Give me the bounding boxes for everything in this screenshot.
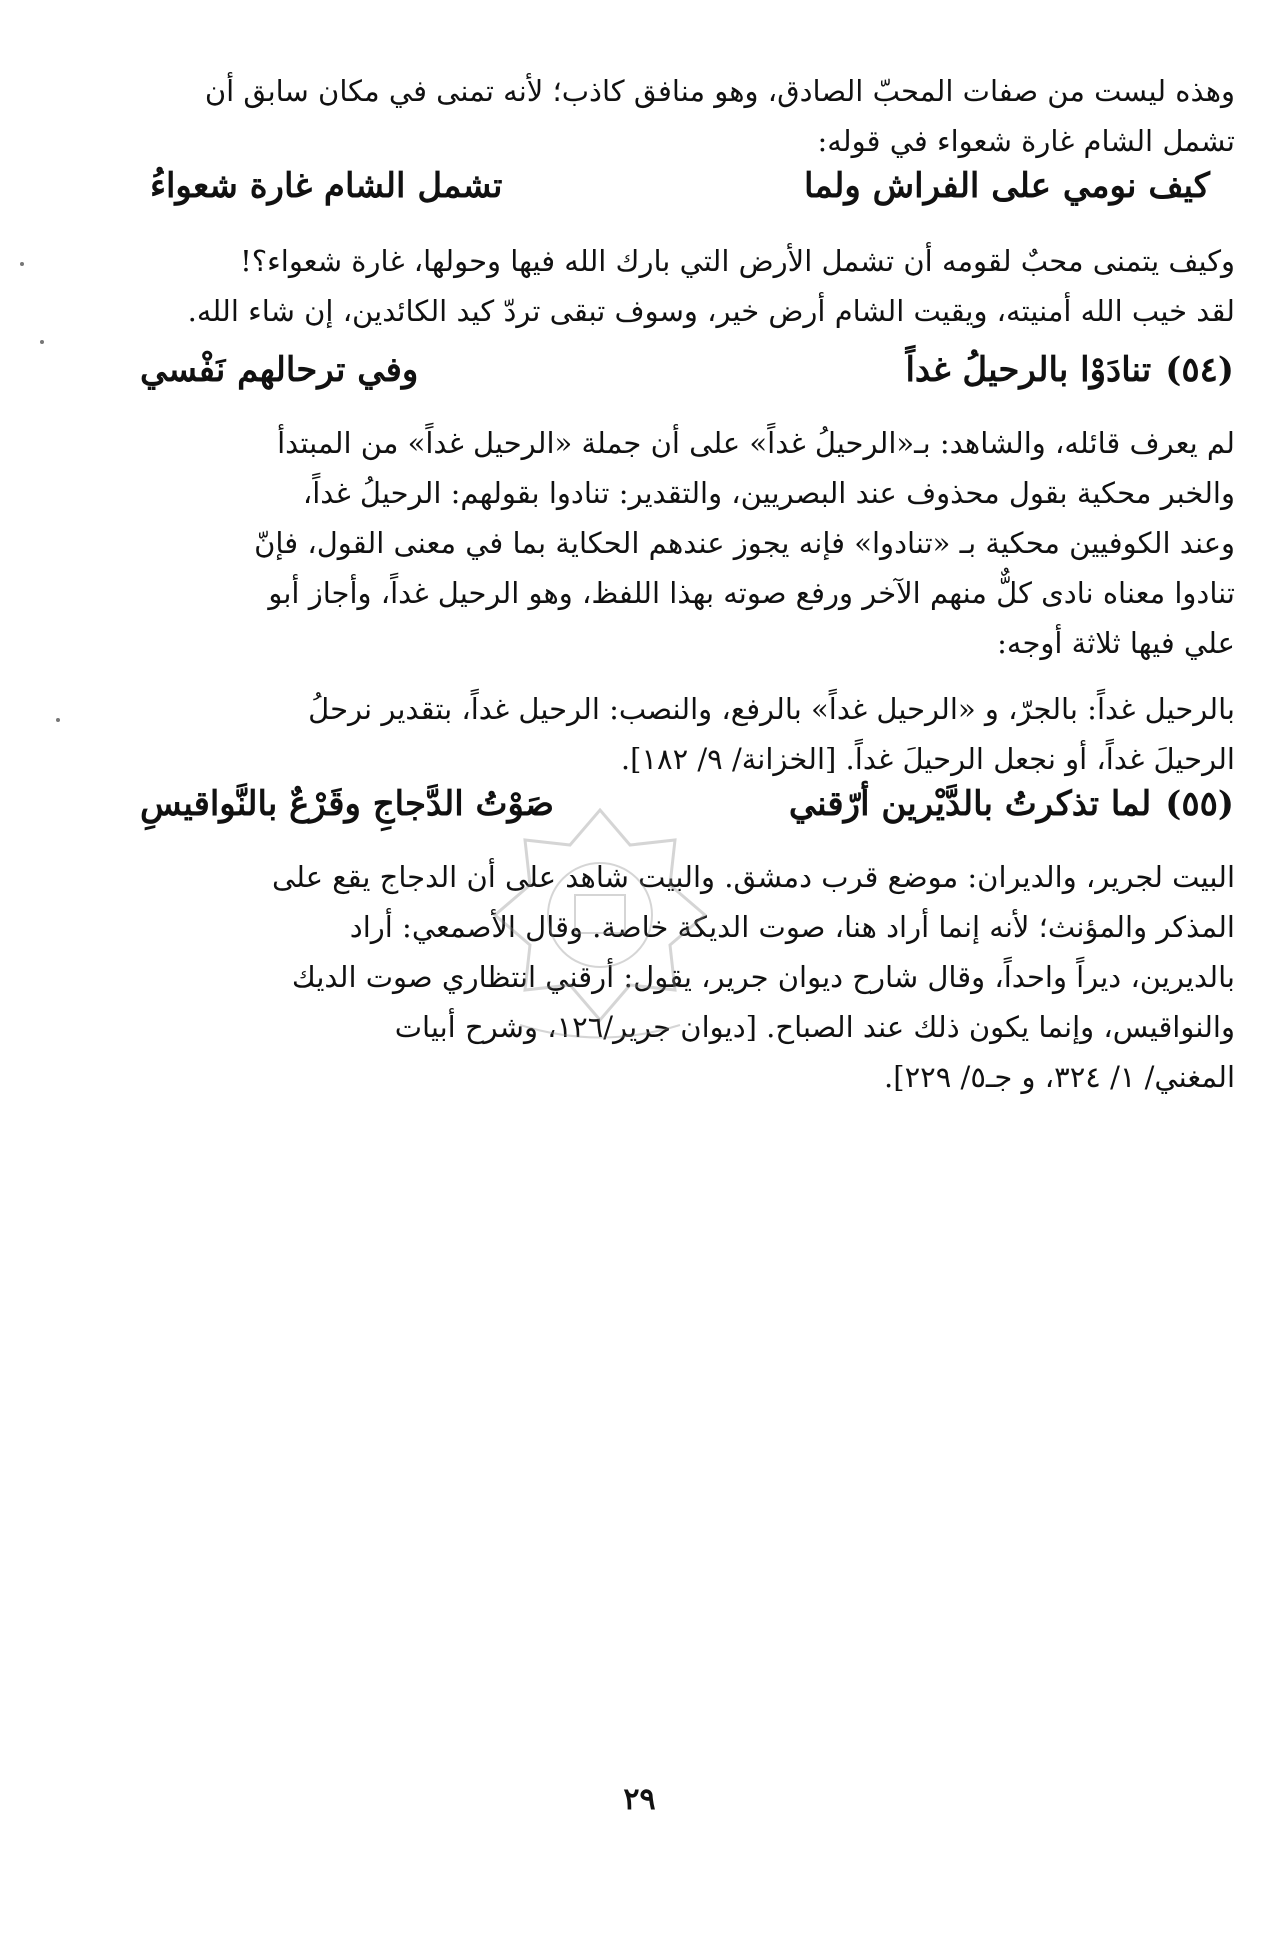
verse-first-hemistich bbox=[905, 350, 1234, 390]
verse-second-hemistich: صَوْتُ الدَّجاجِ وقَرْعٌ بالنَّواقيسِ bbox=[140, 784, 554, 824]
scan-speck bbox=[40, 340, 44, 344]
text-line: المذكر والمؤنث؛ لأنه إنما أراد هنا، صوت الديكة خاصة. وقال الأصمعي: أراد bbox=[349, 910, 1235, 944]
paragraph-1 bbox=[130, 66, 1235, 166]
text-line: تشمل الشام غارة شعواء في قوله: bbox=[817, 124, 1235, 158]
page-number: ٢٩ bbox=[623, 1782, 656, 1817]
paragraph-3 bbox=[130, 418, 1235, 668]
verse-first-text: لما تذكرتُ بالدَّيْرين أرّقني bbox=[788, 784, 1152, 824]
text-line: والنواقيس، وإنما يكون ذلك عند الصباح. [ديوان جرير/١٢٦، وشرح أبيات bbox=[394, 1010, 1235, 1044]
text-line: وعند الكوفيين محكية بـ «تنادوا» فإنه يجوز عندهم الحكاية بما في معنى القول، فإنّ bbox=[254, 526, 1235, 560]
text-line: لم يعرف قائله، والشاهد: بـ«الرحيلُ غداً» على أن جملة «الرحيل غداً» من المبتدأ bbox=[277, 426, 1235, 460]
text-line: البيت لجرير، والديران: موضع قرب دمشق. والبيت شاهد على أن الدجاج يقع على bbox=[271, 860, 1235, 894]
text-line: لقد خيب الله أمنيته، ويقيت الشام أرض خير، وسوف تبقى تردّ كيد الكائدين، إن شاء الله. bbox=[187, 294, 1235, 328]
text-line: وهذه ليست من صفات المحبّ الصادق، وهو منافق كاذب؛ لأنه تمنى في مكان سابق أن bbox=[204, 74, 1235, 108]
text-line: بالديرين، ديراً واحداً، وقال شارح ديوان جرير، يقول: أرقني انتظاري صوت الديك bbox=[291, 960, 1235, 994]
text-line: الرحيلَ غداً، أو نجعل الرحيلَ غداً. [الخزانة/ ٩/ ١٨٢]. bbox=[620, 742, 1235, 776]
text-line: تنادوا معناه نادى كلٌّ منهم الآخر ورفع صوته بهذا اللفظ، وهو الرحيل غداً، وأجاز أبو bbox=[268, 576, 1235, 610]
verse-second-hemistich: تشمل الشام غارة شعواءُ bbox=[150, 166, 503, 206]
verse-number: (٥٥) bbox=[1165, 784, 1234, 824]
verse-1 bbox=[150, 166, 1210, 226]
verse-second-hemistich: وفي ترحالهم نَفْسي bbox=[140, 350, 419, 390]
seal-stamp-icon bbox=[480, 800, 720, 1050]
paragraph-2 bbox=[130, 236, 1235, 336]
verse-number: (٥٤) bbox=[1165, 350, 1234, 390]
verse-first-hemistich: كيف نومي على الفراش ولما bbox=[804, 166, 1210, 206]
text-line: وكيف يتمنى محبٌ لقومه أن تشمل الأرض التي بارك الله فيها وحولها، غارة شعواء؟! bbox=[240, 244, 1235, 278]
verse-first-hemistich bbox=[789, 784, 1234, 824]
paragraph-4 bbox=[130, 684, 1235, 784]
verse-54 bbox=[140, 350, 1234, 410]
scan-speck bbox=[20, 262, 24, 266]
verse-first-text: تنادَوْا بالرحيلُ غداً bbox=[905, 350, 1152, 390]
text-line: علي فيها ثلاثة أوجه: bbox=[997, 626, 1235, 660]
text-line: والخبر محكية بقول محذوف عند البصريين، والتقدير: تنادوا بقولهم: الرحيلُ غداً، bbox=[302, 476, 1235, 510]
scan-speck bbox=[56, 718, 60, 722]
text-line: بالرحيل غداً: بالجرّ، و «الرحيل غداً» بالرفع، والنصب: الرحيل غداً، بتقدير نرحلُ bbox=[308, 692, 1235, 726]
text-line: المغني/ ١/ ٣٢٤، و جـ٥/ ٢٢٩]. bbox=[884, 1060, 1235, 1094]
